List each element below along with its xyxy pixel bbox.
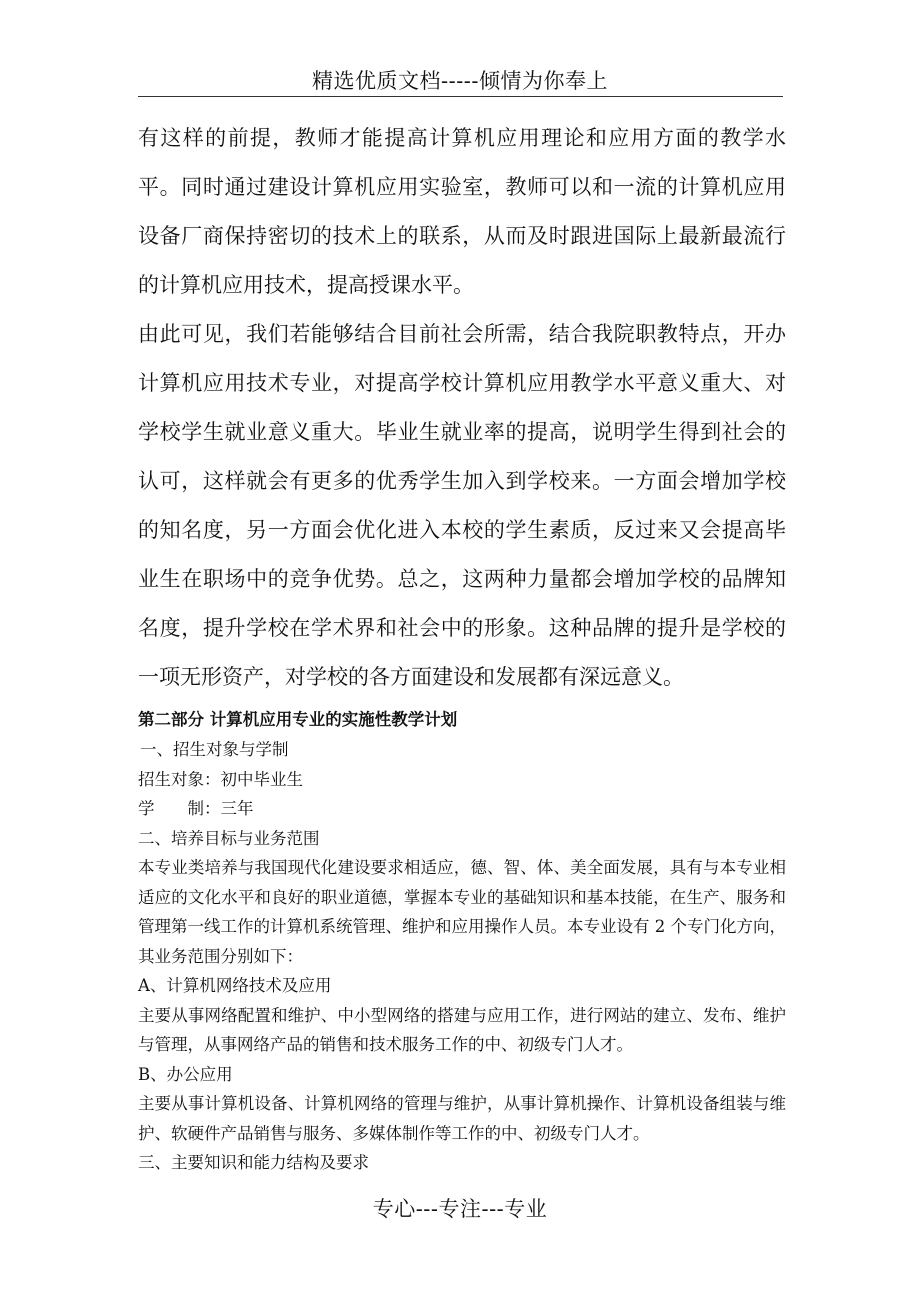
training-goal-paragraph: 本专业类培养与我国现代化建设要求相适应，德、智、体、美全面发展，具有与本专业相适应的文化水平和良好的职业道德，掌握本专业的基础知识和基本技能，在生产、服务和管理第一线工作的计算机系统管理、维护和应用操作人员。本专业设有 2 个专门化方向，其业务范围分别如下： xyxy=(138,858,786,966)
direction-a-text: 主要从事网络配置和维护、中小型网络的搭建与应用工作，进行网站的建立、发布、维护与管理，从事网络产品的销售和技术服务工作的中、初级专门人才。 xyxy=(138,1005,786,1054)
header-divider xyxy=(138,96,783,97)
heading-enrollment: 一、招生对象与学制 xyxy=(140,740,289,759)
page-header: 精选优质文档-----倾情为你奉上 xyxy=(312,69,608,93)
direction-b-title: B、办公应用 xyxy=(138,1064,233,1084)
enrollment-target: 招生对象：初中毕业生 xyxy=(138,769,303,789)
direction-b-text: 主要从事计算机设备、计算机网络的管理与维护，从事计算机操作、计算机设备组装与维护、软硬件产品销售与服务、多媒体制作等工作的中、初级专门人才。 xyxy=(138,1094,786,1143)
page-footer: 专心---专注---专业 xyxy=(372,1197,548,1221)
heading-training-goal: 二、培养目标与业务范围 xyxy=(138,828,320,848)
document-body xyxy=(138,114,786,1178)
direction-a-title: A、计算机网络技术及应用 xyxy=(138,976,332,995)
heading-knowledge-structure: 三、主要知识和能力结构及要求 xyxy=(138,1153,369,1172)
body-paragraph-1: 有这样的前提，教师才能提高计算机应用理论和应用方面的教学水平。同时通过建设计算机应用实验室，教师可以和一流的计算机应用设备厂商保持密切的技术上的联系，从而及时跟进国际上最新最流行的计算机应用技术，提高授课水平。 xyxy=(138,126,786,297)
schooling-duration: 学 制：三年 xyxy=(138,799,254,818)
body-paragraph-2: 由此可见，我们若能够结合目前社会所需，结合我院职教特点，开办计算机应用技术专业，对提高学校计算机应用教学水平意义重大、对学校学生就业意义重大。毕业生就业率的提高，说明学生得到社会的认可，这样就会有更多的优秀学生加入到学校来。一方面会增加学校的知名度，另一方面会优化进入本校的学生素质，反过来又会提高毕业生在职场中的竞争优势。总之，这两种力量都会增加学校的品牌知名度，提升学校在学术界和社会中的形象。这种品牌的提升是学校的一项无形资产，对学校的各方面建设和发展都有深远意义。 xyxy=(138,322,786,689)
section-title: 第二部分 计算机应用专业的实施性教学计划 xyxy=(138,710,458,729)
